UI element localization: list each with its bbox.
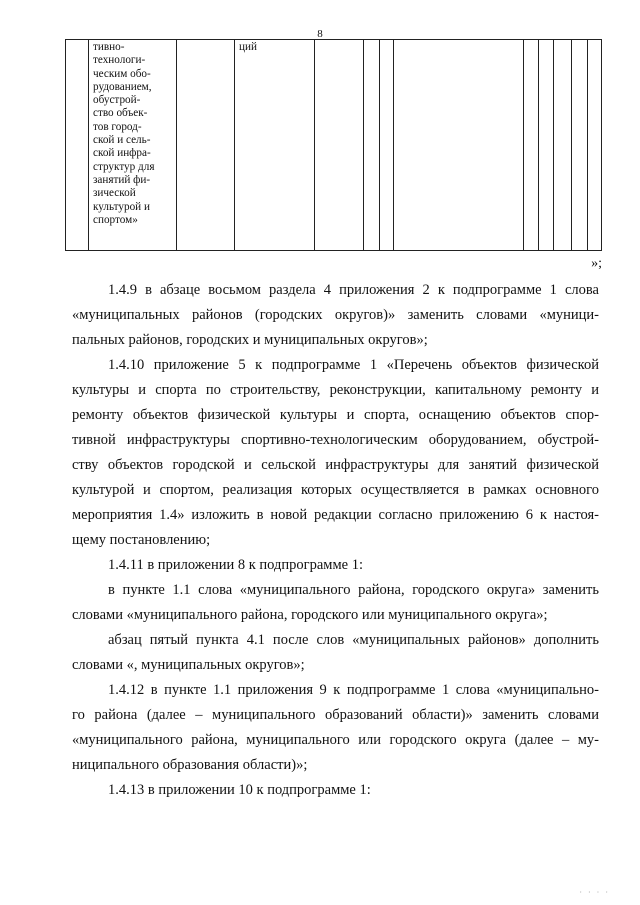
text-line: пальных районов, городских и муниципальных округов»; [72,332,428,348]
text-line: ремонту объектов физической культуры и спорта, оснащению объектов спор- [72,407,599,423]
table-cell-line: ской инфра- [93,147,151,160]
text-line: ниципального образования области)»; [72,757,308,773]
table-cell-line: зической [93,187,136,200]
table-cell-empty [380,40,394,251]
table-cell-line: структур для [93,160,155,173]
text-line: словами «муниципального района, городского или муниципального округа»; [72,607,548,623]
text-line: ству объектов городской и сельской инфраструктуры для занятий физической [72,457,599,473]
text-line: тивной инфраструктуры спортивно-технологическим оборудованием, обустрой- [72,432,599,448]
table-cell-line: обустрой- [93,94,141,107]
para-1-4-11-b [72,628,599,678]
table-cell-line: ций [239,41,257,53]
table-cell-line: ство объек- [93,107,148,120]
page-number: 8 [317,28,323,40]
table-cell-line: тов город- [93,120,142,133]
text-line: 1.4.13 в приложении 10 к подпрограмме 1: [108,782,371,798]
table-cell-empty [177,40,235,251]
text-line: 1.4.9 в абзаце восьмом раздела 4 приложения 2 к подпрограмме 1 слова [108,282,599,298]
text-line: щему постановлению; [72,532,211,548]
table-cell-line: культурой и [93,200,150,213]
table-cell-empty [524,40,539,251]
table-cell-line: ческим обо- [93,67,151,80]
table-cell-section [235,40,315,251]
table-cell-line: занятий фи- [93,173,151,186]
text-line: мероприятия 1.4» изложить в новой редакции согласно приложению 6 к настоя- [72,507,599,523]
table-cell-empty [66,40,89,251]
table-cell-empty [588,40,602,251]
table-cell-line: ской и сель- [93,134,151,147]
text-line: в пункте 1.1 слова «муниципального района, городского округа» заменить [108,582,599,598]
text-line: «муниципальных районов (городских округов)» заменить словами «муници- [72,307,599,323]
table-cell-empty [394,40,524,251]
text-line: культурой и спортом, реализация которых осуществляется в рамках основного [72,482,599,498]
table-cell-empty [539,40,554,251]
table-cell-line: тивно- [93,41,125,53]
para-1-4-11 [72,553,599,578]
quote-closing-mark: »; [591,256,602,271]
table-cell-line: технологи- [93,54,146,67]
text-line: абзац пятый пункта 4.1 после слов «муниципальных районов» дополнить [108,632,599,648]
table-cell-line: рудованием, [93,80,152,93]
text-line: го района (далее – муниципального образований области)» заменить словами [72,707,599,723]
text-line: культуры и спорта по строительству, реконструкции, капитальному ремонту и [72,382,599,398]
table-cell-empty [315,40,364,251]
table-cell-empty [572,40,588,251]
para-1-4-9 [72,278,599,353]
text-line: «муниципального района, муниципального или городского округа (далее – му- [72,732,599,748]
para-1-4-10 [72,353,599,553]
table-row [66,40,602,251]
para-1-4-13 [72,778,599,803]
table-cell-object-description [89,40,177,251]
table-cell-line: спортом» [93,213,138,226]
document-body [72,278,599,803]
text-line: 1.4.11 в приложении 8 к подпрограмме 1: [108,557,363,573]
continued-table [65,39,602,251]
text-line: 1.4.10 приложение 5 к подпрограмме 1 «Перечень объектов физической [108,357,599,373]
para-1-4-12 [72,678,599,778]
text-line: 1.4.12 в пункте 1.1 приложения 9 к подпрограмме 1 слова «муниципально- [108,682,599,698]
scan-artifact: · · · · [579,888,610,897]
text-line: словами «, муниципальных округов»; [72,657,305,673]
table-cell-empty [554,40,572,251]
table-cell-empty [364,40,380,251]
para-1-4-11-a [72,578,599,628]
